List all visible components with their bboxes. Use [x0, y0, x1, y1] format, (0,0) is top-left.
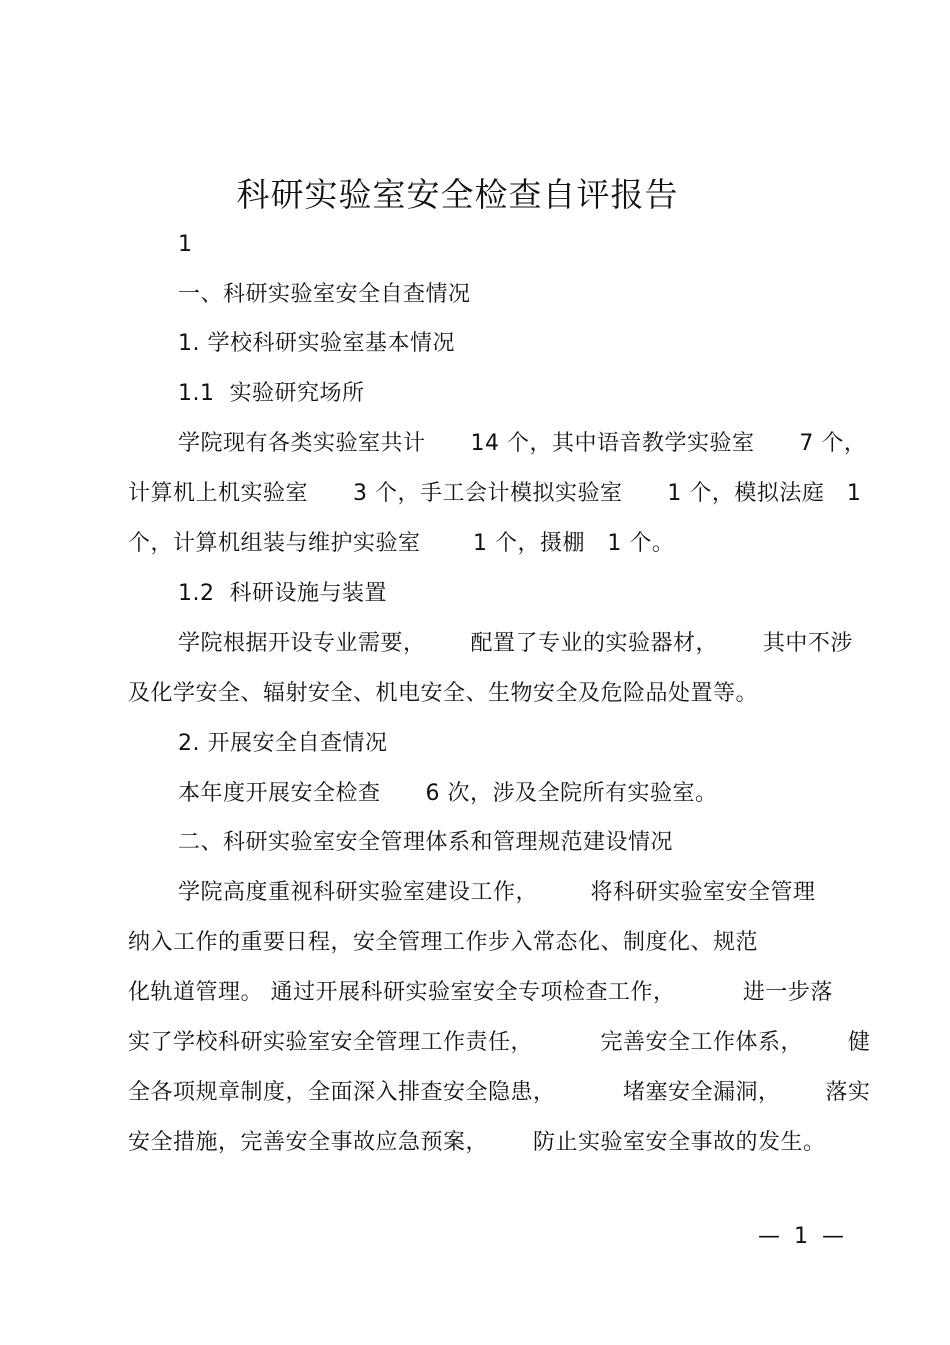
subsection-heading-1-2: 1.2 科研设施与装置 [178, 581, 387, 606]
paragraph-line: 计算机上机实验室 3 个，手工会计模拟实验室 1 个，模拟法庭 1 [128, 481, 862, 506]
paragraph-line: 本年度开展安全检查 6 次，涉及全院所有实验室。 [178, 781, 718, 806]
subsection-heading-1-1: 1.1 实验研究场所 [178, 381, 365, 406]
document-title: 科研实验室安全检查自评报告 [236, 175, 679, 214]
paragraph-line: 学院根据开设专业需要， 配置了专业的实验器材， 其中不涉 [178, 631, 853, 656]
paragraph-line: 及化学安全、辐射安全、机电安全、生物安全及危险品处置等。 [128, 681, 759, 706]
page-number: — 1 — [758, 1224, 844, 1249]
paragraph-line: 个，计算机组装与维护实验室 1 个，摄棚 1 个。 [128, 531, 675, 556]
section-heading-2: 二、科研实验室安全管理体系和管理规范建设情况 [178, 830, 674, 855]
section-heading-1: 一、科研实验室安全自查情况 [178, 282, 471, 307]
paragraph-line: 全各项规章制度，全面深入排查安全隐患， 堵塞安全漏洞， 落实 [128, 1080, 871, 1105]
paragraph-line: 学院高度重视科研实验室建设工作， 将科研实验室安全管理 [178, 880, 816, 905]
paragraph-line: 实了学校科研实验室安全管理工作责任， 完善安全工作体系， 健 [128, 1030, 871, 1055]
section-number: 1 [178, 232, 193, 257]
subsection-heading-2: 2. 开展安全自查情况 [178, 731, 388, 756]
subsection-heading-1: 1. 学校科研实验室基本情况 [178, 331, 455, 356]
paragraph-line: 安全措施，完善安全事故应急预案， 防止实验室安全事故的发生。 [128, 1130, 826, 1155]
paragraph-line: 纳入工作的重要日程，安全管理工作步入常态化、制度化、规范 [128, 930, 759, 955]
paragraph-line: 学院现有各类实验室共计 14 个，其中语音教学实验室 7 个， [178, 431, 867, 456]
paragraph-line: 化轨道管理。 通过开展科研实验室安全专项检查工作， 进一步落 [128, 980, 833, 1005]
